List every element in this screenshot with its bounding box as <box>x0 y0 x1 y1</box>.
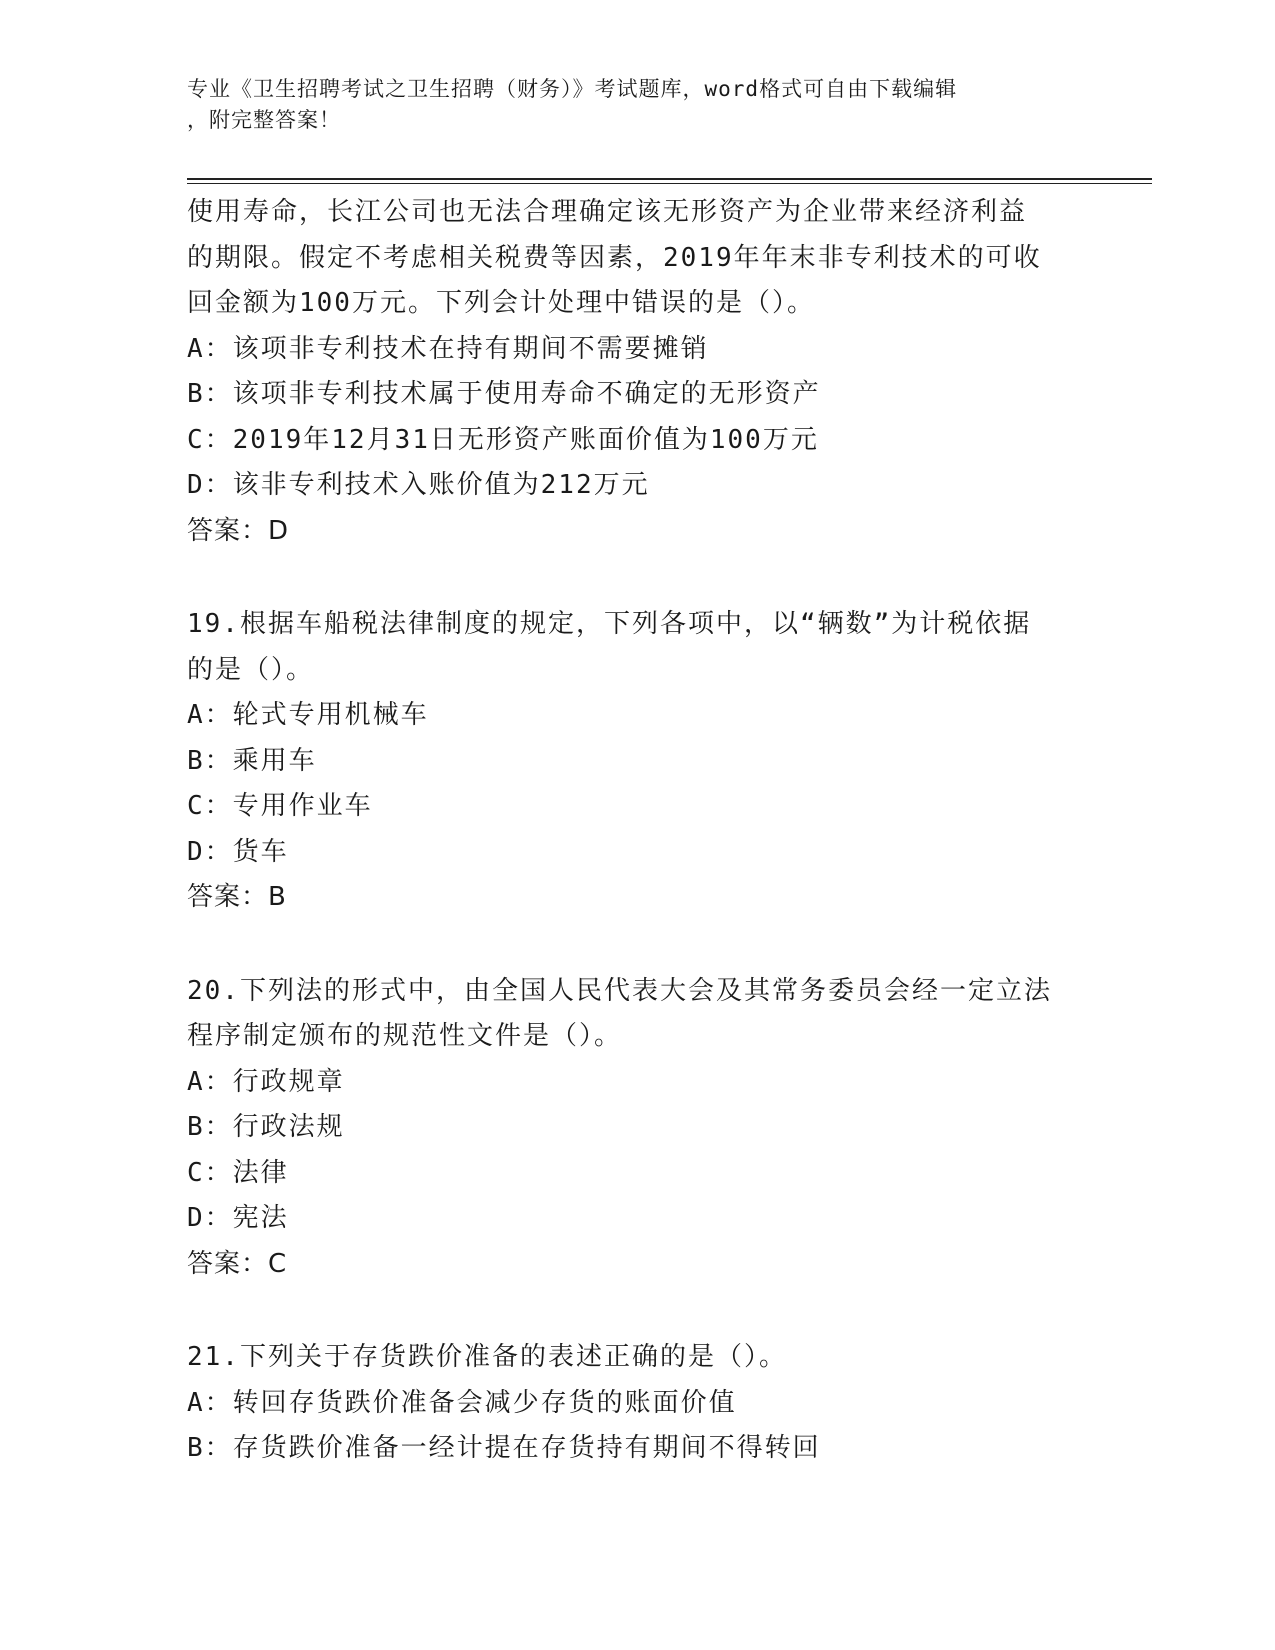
option-a: A：轮式专用机械车 <box>187 700 429 730</box>
option-c: C：法律 <box>187 1157 289 1188</box>
question-19 <box>187 602 1087 921</box>
question-18 <box>187 190 1087 554</box>
option-a: A：行政规章 <box>187 1066 345 1097</box>
question-text-line: 20.下列法的形式中，由全国人民代表大会及其常务委员会经一定立法 <box>187 975 1052 1006</box>
option-b: B：该项非专利技术属于使用寿命不确定的无形资产 <box>187 379 821 409</box>
option-d: D：货车 <box>187 836 289 867</box>
option-b: B：行政法规 <box>187 1112 345 1142</box>
question-text-line: 使用寿命，长江公司也无法合理确定该无形资产为企业带来经济利益 <box>187 197 1028 227</box>
answer-label: 答案：C <box>187 1248 288 1279</box>
answer-label: 答案：D <box>187 515 290 546</box>
question-text-line: 21.下列关于存货跌价准备的表述正确的是（）。 <box>187 1342 787 1372</box>
option-a: A：该项非专利技术在持有期间不需要摊销 <box>187 333 709 364</box>
question-text-line: 程序制定颁布的规范性文件是（）。 <box>187 1021 623 1051</box>
header-rule-thick <box>187 178 1152 180</box>
question-content <box>187 190 1087 1472</box>
header-rule-thin <box>187 183 1152 184</box>
question-text-line: 19.根据车船税法律制度的规定，下列各项中，以“辆数”为计税依据 <box>187 609 1032 639</box>
option-c: C：2019年12月31日无形资产账面价值为100万元 <box>187 424 819 455</box>
document-header <box>187 74 1087 136</box>
option-d: D：该非专利技术入账价值为212万元 <box>187 470 650 500</box>
option-a: A：转回存货跌价准备会减少存货的账面价值 <box>187 1387 737 1418</box>
option-b: B：乘用车 <box>187 745 317 776</box>
option-b: B：存货跌价准备一经计提在存货持有期间不得转回 <box>187 1433 821 1463</box>
question-text-line: 的是（）。 <box>187 654 315 685</box>
question-20 <box>187 969 1087 1288</box>
option-d: D：宪法 <box>187 1203 289 1233</box>
header-line-1: 专业《卫生招聘考试之卫生招聘（财务）》考试题库，word格式可自由下载编辑 <box>187 77 958 101</box>
answer-label: 答案：B <box>187 882 287 912</box>
header-line-2: ，附完整答案！ <box>187 108 341 132</box>
question-text-line: 回金额为100万元。下列会计处理中错误的是（）。 <box>187 288 815 318</box>
question-21 <box>187 1335 1087 1472</box>
question-text-line: 的期限。假定不考虑相关税费等因素，2019年年末非专利技术的可收 <box>187 242 1042 273</box>
option-c: C：专用作业车 <box>187 791 373 821</box>
